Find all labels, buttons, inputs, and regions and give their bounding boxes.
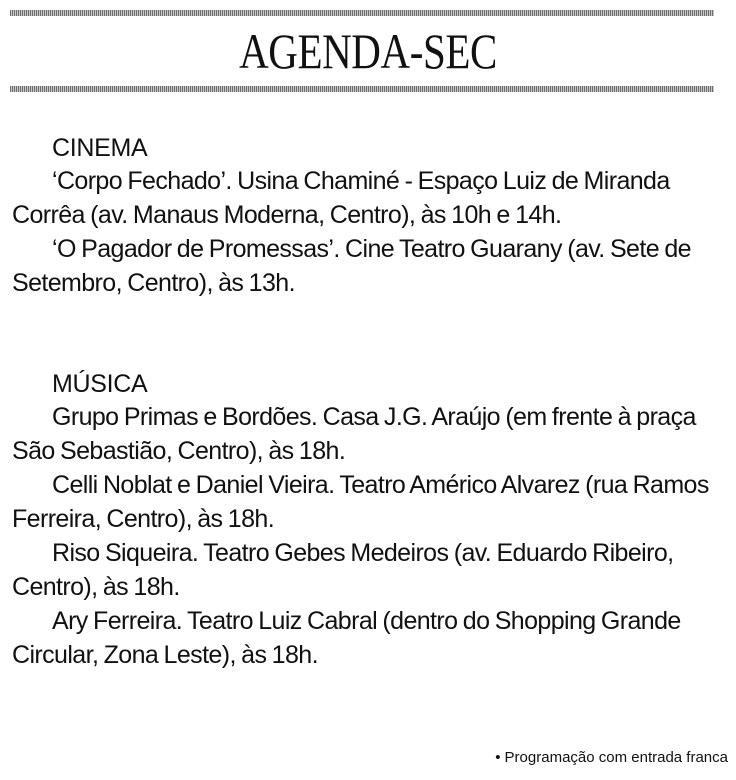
agenda-content — [12, 132, 724, 672]
bullet-icon: • — [495, 749, 501, 766]
section-musica — [12, 368, 724, 672]
masthead-top-rule — [10, 10, 714, 16]
agenda-entry: Ary Ferreira. Teatro Luiz Cabral (dentro do Shopping Grande Circular, Zona Leste), às 18h. — [12, 607, 681, 669]
section-title-cinema: CINEMA — [52, 134, 148, 162]
masthead-title: AGENDA-SEC — [239, 23, 497, 79]
agenda-entry: Riso Siqueira. Teatro Gebes Medeiros (av. Eduardo Ribeiro, Centro), às 18h. — [12, 539, 674, 601]
agenda-entry: ‘O Pagador de Promessas’. Cine Teatro Guarany (av. Sete de Setembro, Centro), às 13h. — [12, 235, 691, 297]
section-title-musica: MÚSICA — [52, 370, 148, 398]
agenda-entry: Grupo Primas e Bordões. Casa J.G. Araújo (em frente à praça São Sebastião, Centro), às 18h. — [12, 403, 696, 465]
section-cinema — [12, 132, 724, 300]
agenda-entry: ‘Corpo Fechado’. Usina Chaminé - Espaço Luiz de Miranda Corrêa (av. Manaus Moderna, Centro), às 10h e 14h. — [12, 167, 670, 229]
masthead-bottom-rule — [10, 86, 714, 92]
footnote — [495, 748, 728, 768]
footnote-text: Programação com entrada franca — [504, 749, 728, 766]
agenda-entry: Celli Noblat e Daniel Vieira. Teatro Américo Alvarez (rua Ramos Ferreira, Centro), às 18h. — [12, 471, 709, 533]
